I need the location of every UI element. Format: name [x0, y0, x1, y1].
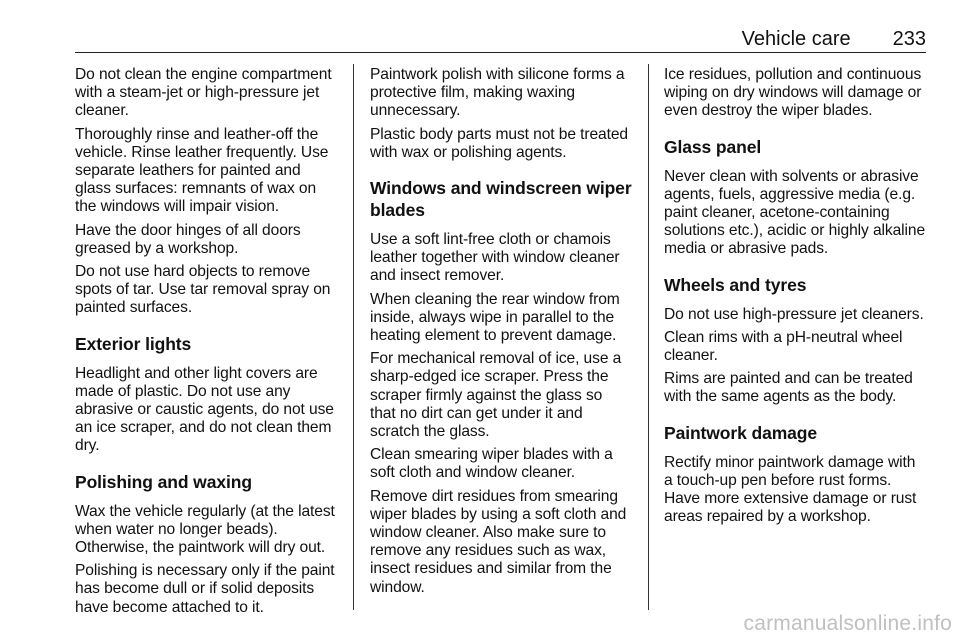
paragraph: Polishing is necessary only if the paint has become dull or if solid deposits have become attached to it. — [75, 562, 335, 616]
section-title: Vehicle care — [741, 27, 851, 50]
watermark: carmanualsonline.info — [743, 612, 952, 635]
paragraph: Clean rims with a pH-neutral wheel cleaner. — [664, 328, 903, 365]
heading-paintwork-damage: Paintwork damage — [664, 422, 818, 443]
heading-polishing-waxing: Polishing and waxing — [75, 471, 252, 492]
paragraph: Plastic body parts must not be treated with wax or polishing agents. — [370, 125, 628, 161]
paragraph: Thoroughly rinse and leather-off the vehicle. Rinse leather frequently. Use separate leathers for painted and glass surfaces: remnants of wax on the windows will impair vision. — [75, 125, 329, 216]
heading-glass-panel: Glass panel — [664, 136, 762, 157]
paragraph: Paintwork polish with silicone forms a protective film, making waxing unnecessary. — [370, 66, 625, 120]
header-rule — [75, 52, 926, 53]
paragraph: Rectify minor paintwork damage with a touch-up pen before rust forms. Have more extensive damage or rust areas repaired by a workshop. — [664, 453, 917, 526]
column-divider — [648, 64, 649, 610]
paragraph: Use a soft lint-free cloth or chamois leather together with window cleaner and insect remover. — [370, 231, 620, 285]
paragraph: Rims are painted and can be treated with the same agents as the body. — [664, 370, 913, 406]
page-number: 233 — [892, 27, 926, 50]
paragraph: Do not use hard objects to remove spots of tar. Use tar removal spray on painted surfaces. — [75, 263, 331, 317]
column-2 — [370, 66, 632, 602]
paragraph: Never clean with solvents or abrasive agents, fuels, aggressive media (e.g. paint cleaner, acetone-containing solutions etc.), acidic or highly alkaline media or abrasive pads. — [664, 167, 926, 258]
paragraph: Clean smearing wiper blades with a soft cloth and window cleaner. — [370, 446, 613, 482]
page-header — [75, 27, 926, 51]
paragraph: Do not clean the engine compartment with a steam-jet or high-pressure jet cleaner. — [75, 66, 332, 120]
column-1 — [75, 66, 337, 622]
paragraph: When cleaning the rear window from inside, always wipe in parallel to the heating element to prevent damage. — [370, 290, 620, 345]
column-3 — [664, 66, 926, 531]
paragraph: Ice residues, pollution and continuous wiping on dry windows will damage or even destroy the wiper blades. — [664, 66, 922, 120]
paragraph: Do not use high-pressure jet cleaners. — [664, 305, 924, 323]
paragraph: Have the door hinges of all doors greased by a workshop. — [75, 221, 301, 257]
heading-wheels-tyres: Wheels and tyres — [664, 274, 807, 295]
paragraph: Wax the vehicle regularly (at the latest when water no longer beads). Otherwise, the paintwork will dry out. — [75, 502, 335, 557]
column-divider — [353, 64, 354, 610]
heading-exterior-lights: Exterior lights — [75, 333, 192, 354]
heading-windows-wipers: Windows and windscreen wiper blades — [370, 178, 632, 221]
paragraph: For mechanical removal of ice, use a sharp-edged ice scraper. Press the scraper firmly against the glass so that no dirt can get under it and scratch the glass. — [370, 350, 622, 441]
paragraph: Remove dirt residues from smearing wiper blades by using a soft cloth and window cleaner. Also make sure to remove any residues such as wax, insect residues and similar from the window. — [370, 487, 627, 596]
paragraph: Headlight and other light covers are made of plastic. Do not use any abrasive or caustic agents, do not use an ice scraper, and do not clean them dry. — [75, 364, 334, 455]
